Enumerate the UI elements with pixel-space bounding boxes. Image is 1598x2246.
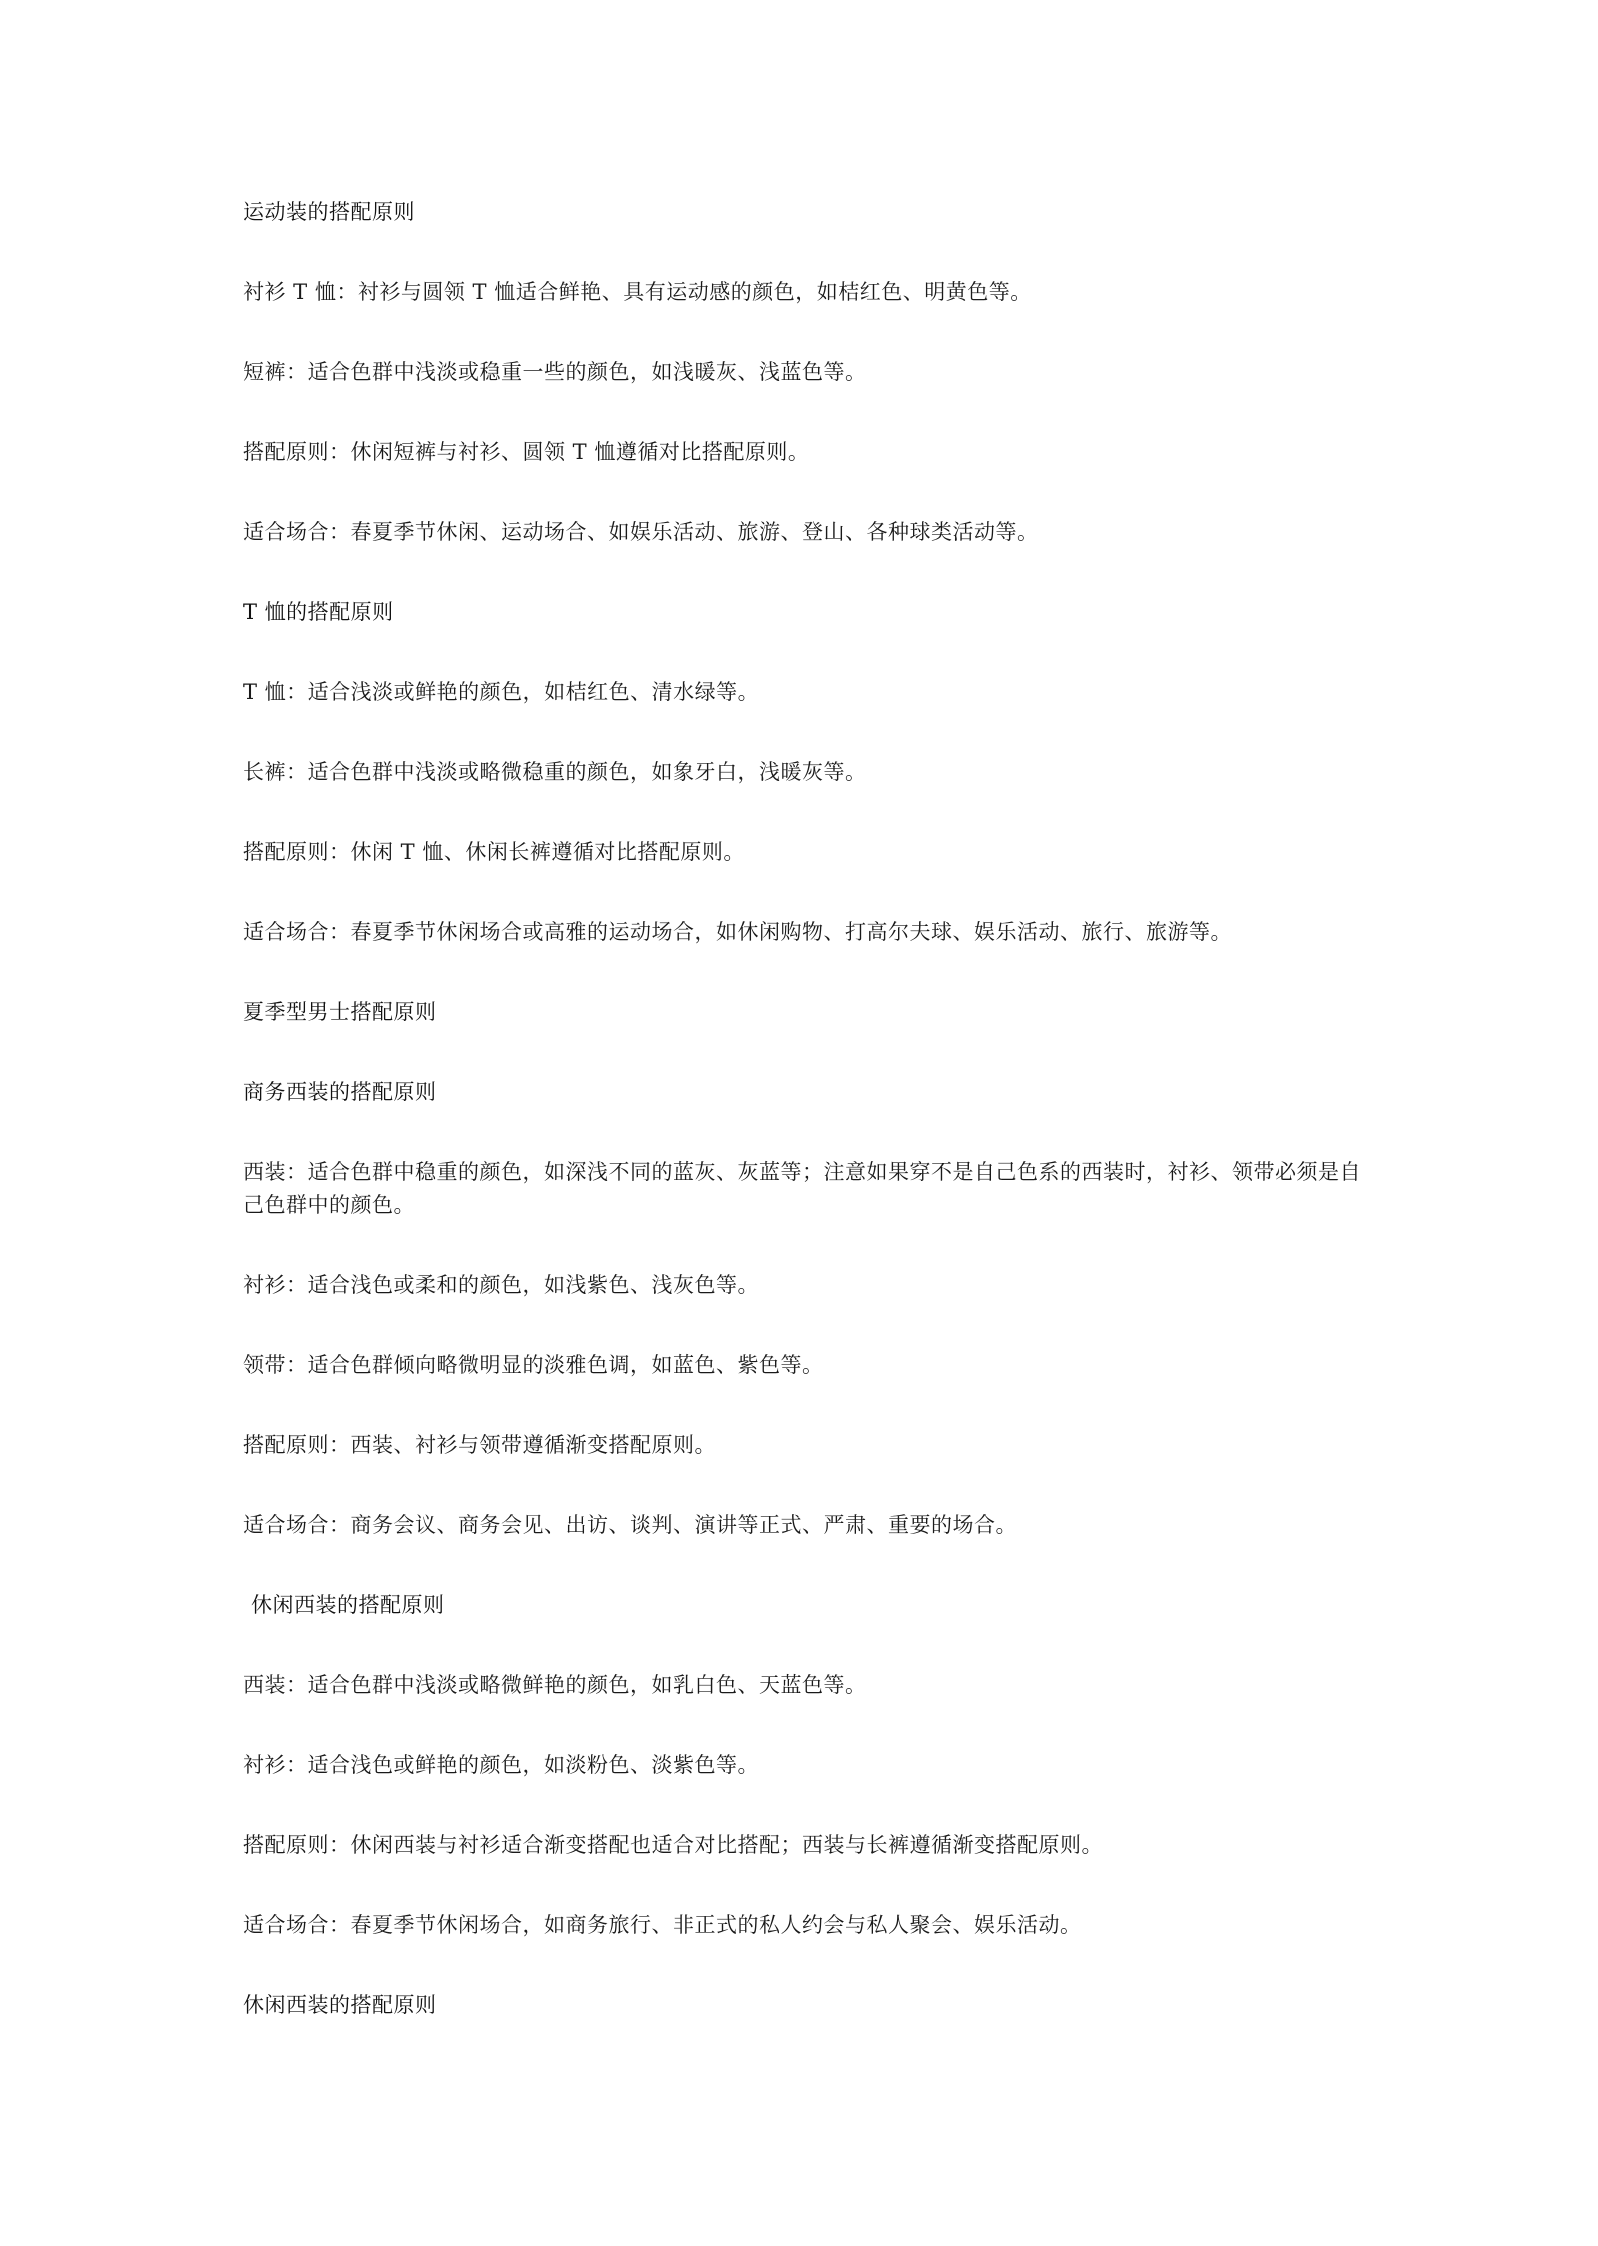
section-heading-tshirt: T 恤的搭配原则 — [243, 600, 394, 624]
paragraph-matching-principle: 搭配原则：休闲 T 恤、休闲长裤遵循对比搭配原则。 — [243, 840, 745, 864]
section-heading-summer-men: 夏季型男士搭配原则 — [243, 1000, 437, 1024]
paragraph-shorts: 短裤：适合色群中浅淡或稳重一些的颜色，如浅暖灰、浅蓝色等。 — [243, 360, 867, 384]
paragraph-tshirt: T 恤：适合浅淡或鲜艳的颜色，如桔红色、清水绿等。 — [243, 680, 760, 704]
paragraph-shirt: 衬衫：适合浅色或鲜艳的颜色，如淡粉色、淡紫色等。 — [243, 1753, 759, 1777]
section-heading-casual-suit: 休闲西装的搭配原则 — [251, 1593, 445, 1617]
paragraph-occasion: 适合场合：商务会议、商务会见、出访、谈判、演讲等正式、严肃、重要的场合。 — [243, 1513, 1017, 1537]
paragraph-occasion: 适合场合：春夏季节休闲场合或高雅的运动场合，如休闲购物、打高尔夫球、娱乐活动、旅行、旅游等。 — [243, 920, 1232, 944]
paragraph-matching-principle: 搭配原则：休闲短裤与衬衫、圆领 T 恤遵循对比搭配原则。 — [243, 440, 810, 464]
paragraph-matching-principle: 搭配原则：休闲西装与衬衫适合渐变搭配也适合对比搭配；西装与长裤遵循渐变搭配原则。 — [243, 1833, 1103, 1857]
paragraph-trousers: 长裤：适合色群中浅淡或略微稳重的颜色，如象牙白，浅暖灰等。 — [243, 760, 867, 784]
section-heading-casual-suit: 休闲西装的搭配原则 — [243, 1993, 437, 2017]
paragraph-suit: 西装：适合色群中浅淡或略微鲜艳的颜色，如乳白色、天蓝色等。 — [243, 1673, 867, 1697]
paragraph-occasion: 适合场合：春夏季节休闲场合，如商务旅行、非正式的私人约会与私人聚会、娱乐活动。 — [243, 1913, 1082, 1937]
section-heading-sportswear: 运动装的搭配原则 — [243, 200, 415, 224]
paragraph-tie: 领带：适合色群倾向略微明显的淡雅色调，如蓝色、紫色等。 — [243, 1353, 824, 1377]
paragraph-occasion: 适合场合：春夏季节休闲、运动场合、如娱乐活动、旅游、登山、各种球类活动等。 — [243, 520, 1039, 544]
paragraph-matching-principle: 搭配原则：西装、衬衫与领带遵循渐变搭配原则。 — [243, 1433, 716, 1457]
section-heading-business-suit: 商务西装的搭配原则 — [243, 1080, 437, 1104]
paragraph-shirt: 衬衫：适合浅色或柔和的颜色，如浅紫色、浅灰色等。 — [243, 1273, 759, 1297]
paragraph-suit: 西装：适合色群中稳重的颜色，如深浅不同的蓝灰、灰蓝等；注意如果穿不是自己色系的西装时，衬衫、领带必须是自己色群中的颜色。 — [243, 1160, 1361, 1217]
paragraph-shirt-tshirt: 衬衫 T 恤：衬衫与圆领 T 恤适合鲜艳、具有运动感的颜色，如桔红色、明黄色等。 — [243, 280, 1032, 304]
document-body — [243, 196, 1373, 2069]
